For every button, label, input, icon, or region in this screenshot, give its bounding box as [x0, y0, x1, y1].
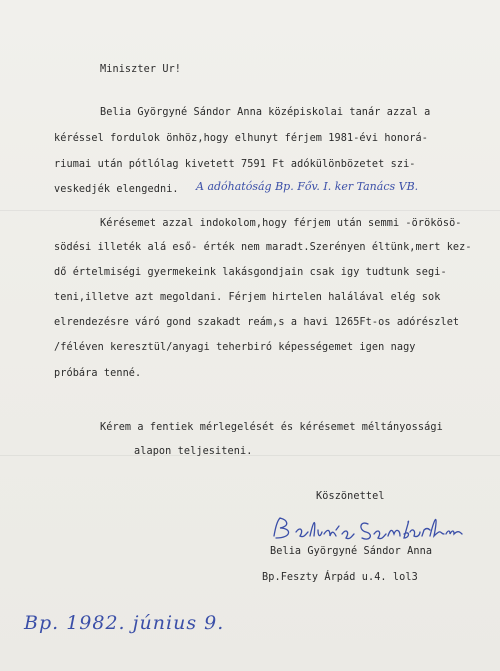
body-line: teni,illetve azt megoldani. Férjem hirtelen halálával elég sok [54, 292, 441, 303]
sender-name: Belia Györgyné Sándor Anna [270, 546, 433, 557]
salutation: Miniszter Ur! [100, 64, 182, 75]
body-line: próbára tenné. [54, 368, 142, 379]
closing: Köszönettel [316, 491, 385, 502]
paper-fold-line [0, 210, 500, 211]
handwritten-date: Bp. 1982. június 9. [24, 612, 225, 634]
body-line: Belia Györgyné Sándor Anna középiskolai tanár azzal a [100, 107, 431, 118]
body-line: /féléven keresztül/anyagi teherbiró képességemet igen nagy [54, 342, 416, 353]
body-line: veskedjék elengedni. [54, 184, 179, 195]
handwritten-signature [270, 512, 470, 548]
body-line: kéréssel fordulok önhöz,hogy elhunyt férjem 1981-évi honorá- [54, 133, 429, 144]
body-line: södési illeték alá eső- érték nem maradt.Szerényen éltünk,mert kez- [54, 242, 472, 253]
body-line: Kérem a fentiek mérlegelését és kérésemet méltányossági [100, 422, 443, 433]
body-line: Kérésemet azzal indokolom,hogy férjem után semmi -örökösö- [100, 218, 462, 229]
sender-address: Bp.Feszty Árpád u.4. lol3 [262, 572, 418, 583]
body-line: riumai után pótlólag kivetett 7591 Ft adókülönbözetet szi- [54, 159, 416, 170]
handwritten-insertion: A adóhatóság Bp. Főv. I. ker Tanács VB. [196, 180, 419, 193]
body-line: elrendezésre váró gond szakadt reám,s a havi 1265Ft-os adórészlet [54, 317, 460, 328]
body-line: dő értelmiségi gyermekeink lakásgondjain csak igy tudtunk segi- [54, 267, 447, 278]
body-line: alapon teljesiteni. [134, 446, 253, 457]
